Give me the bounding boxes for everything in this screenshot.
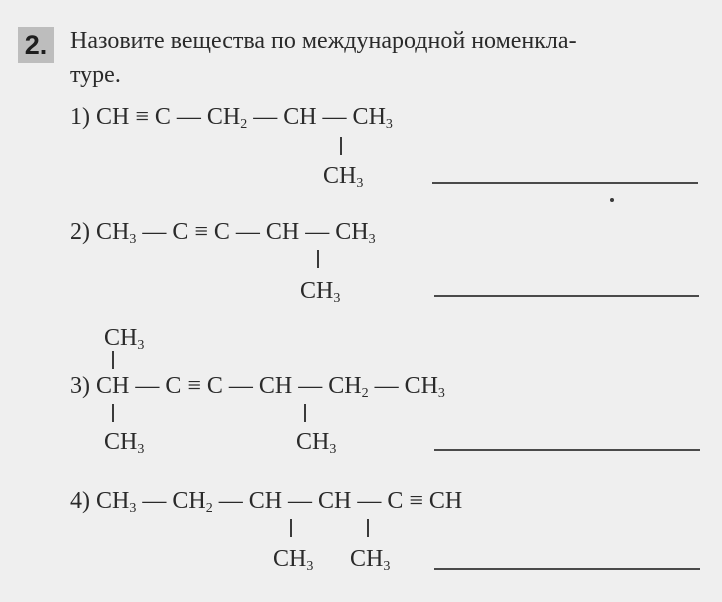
stray-dot (610, 198, 614, 202)
compound-3-top-methyl: $CH_3$ (104, 325, 145, 353)
compound-4-left-bond-line (290, 519, 292, 537)
compound-4-answer-line[interactable] (434, 568, 700, 570)
task-text-line1: Назовите вещества по международной номенкла- (70, 28, 577, 54)
compound-3-right-bond-line (304, 404, 306, 422)
compound-2-methyl-branch: $CH_3$ (300, 278, 341, 306)
compound-3-top-bond-line (112, 351, 114, 369)
task-number-badge: 2. (18, 27, 54, 63)
compound-4-main-chain: 4) $CH_3$ — $CH_2$ — CH — CH — C ≡ CH (70, 488, 463, 516)
compound-2-main-chain: 2) $CH_3$ — C ≡ C — CH — $CH_3$ (70, 219, 376, 247)
compound-3-answer-line[interactable] (434, 449, 700, 451)
compound-3-bottom-methyl: $CH_3$ (104, 429, 145, 457)
compound-3-right-methyl: $CH_3$ (296, 429, 337, 457)
compound-4-right-methyl: $CH_3$ (350, 546, 391, 574)
compound-1-methyl-branch: $CH_3$ (323, 163, 364, 191)
compound-2-answer-line[interactable] (434, 295, 699, 297)
compound-3-bottom-bond-line (112, 404, 114, 422)
compound-4-right-bond-line (367, 519, 369, 537)
compound-1-main-chain: 1) CH ≡ C — $CH_2$ — CH — $CH_3$ (70, 104, 393, 132)
compound-3-main-chain: 3) CH — C ≡ C — CH — $CH_2$ — $CH_3$ (70, 373, 445, 401)
task-text-line2: туре. (70, 62, 121, 88)
compound-4-left-methyl: $CH_3$ (273, 546, 314, 574)
compound-1-bond-line (340, 137, 342, 155)
compound-2-bond-line (317, 250, 319, 268)
compound-1-answer-line[interactable] (432, 182, 698, 184)
